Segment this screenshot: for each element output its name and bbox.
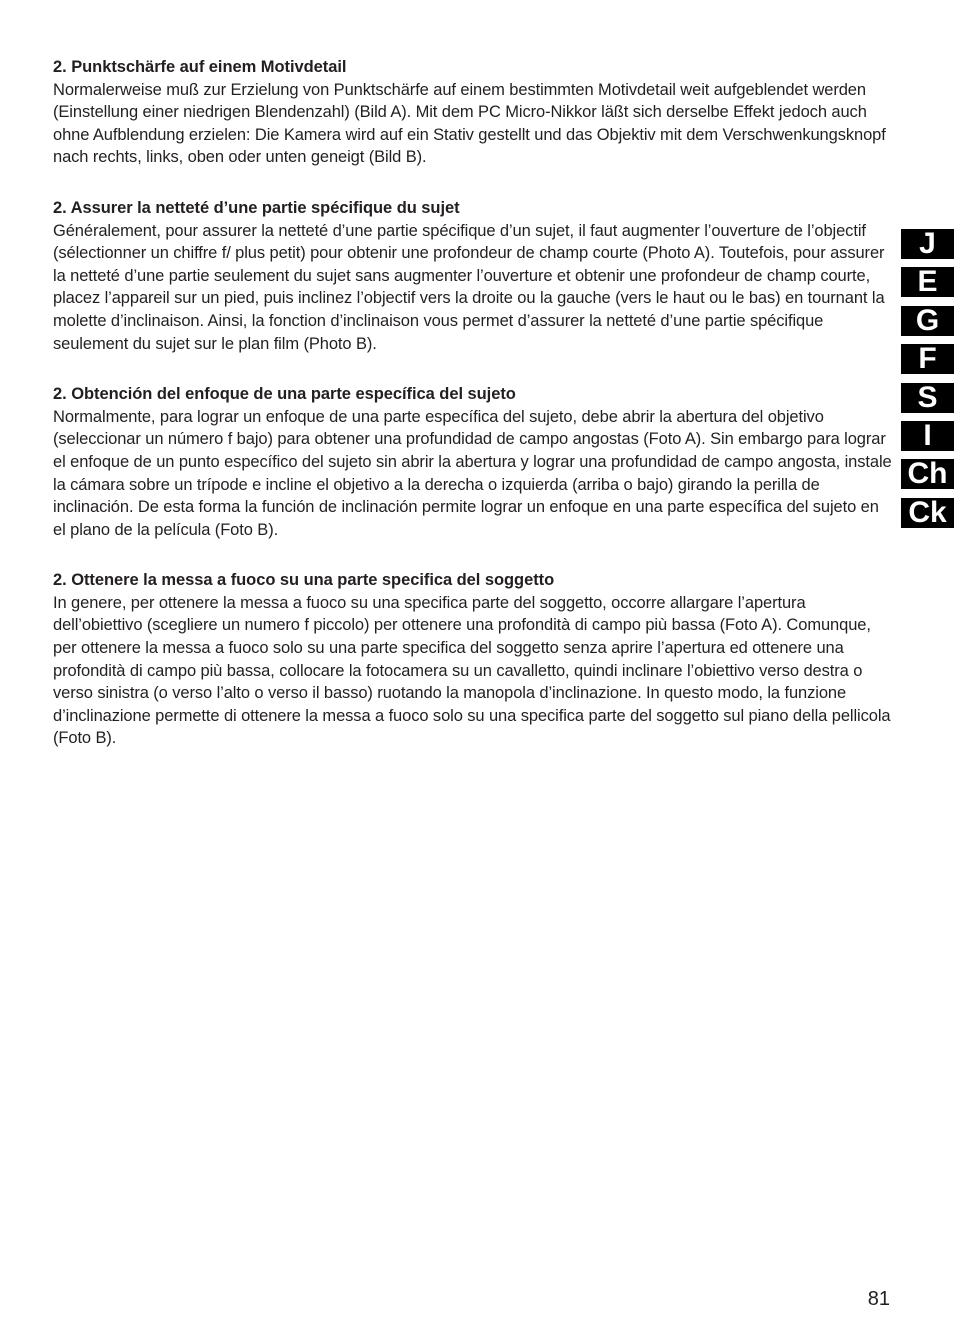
language-tab-f: F [901,344,954,374]
language-tab-j: J [901,229,954,259]
section-heading: 2. Obtención del enfoque de una parte específica del sujeto [53,385,516,404]
section-heading: 2. Ottenere la messa a fuoco su una parte specifica del soggetto [53,571,555,590]
page-number: 81 [867,1288,890,1310]
language-tab-ch: Ch [901,459,954,489]
language-tab-ck: Ck [901,498,954,528]
main-content [53,56,895,778]
section-italian [53,569,895,750]
section-heading: 2. Punktschärfe auf einem Motivdetail [53,58,347,76]
language-tab-i: I [901,421,954,451]
section-german [53,56,895,169]
section-body: In genere, per ottenere la messa a fuoco su una specifica parte del soggetto, occorre allargare l’apertura dell’obiettivo (scegliere un numero f piccolo) per ottenere una profondità di campo più bassa (Foto A). Comunque, per ottenere la messa a fuoco solo su una parte specifica del soggetto senza aprire l’apertura ed ottenere una profondità di campo più bassa, collocare la fotocamera su un cavalletto, quindi inclinare l’obiettivo verso destra o verso sinistra (o verso l’alto o verso il basso) ruotando la manopola d’inclinazione. In questo modo, la funzione d’inclinazione permette di ottenere la messa a fuoco solo su una specifica parte del soggetto sul piano della pellicola (Foto B). [53,593,891,748]
section-spanish [53,383,895,541]
section-body: Normalerweise muß zur Erzielung von Punktschärfe auf einem bestimmten Motivdetail weit aufgeblendet werden (Einstellung einer niedrigen Blendenzahl) (Bild A). Mit dem PC Micro-Nikkor läßt sich derselbe Effekt jedoch auch ohne Aufblendung erzielen: Die Kamera wird auf ein Stativ gestellt und das Objektiv mit dem Verschwenkungsknopf nach rechts, links, oben oder unten geneigt (Bild B). [53,80,886,167]
section-body: Normalmente, para lograr un enfoque de una parte específica del sujeto, debe abrir la abertura del objetivo (seleccionar un número f bajo) para obtener una profundidad de campo angostas (Foto A). Sin embargo para lograr el enfoque de un punto específico del sujeto sin abrir la abertura y lograr una profundidad de campo angosta, instale la cámara sobre un trípode e incline el objetivo a la derecha o izquierda (arriba o bajo) girando la perilla de inclinación. De esta forma la función de inclinación permite lograr un enfoque en una parte específica del sujeto en el plano de la película (Foto B). [53,407,892,539]
language-tab-e: E [901,267,954,297]
language-tab-s: S [901,383,954,413]
section-heading: 2. Assurer la netteté d’une partie spécifique du sujet [53,198,460,217]
language-tabs [901,229,954,536]
section-french [53,197,895,355]
section-body: Généralement, pour assurer la netteté d’une partie spécifique d’un sujet, il faut augmenter l’ouverture de l’objectif (sélectionner un chiffre f/ plus petit) pour obtenir une profondeur de champ courte (Photo A). Toutefois, pour assurer la netteté d’une partie seulement du sujet sans augmenter l’ouverture et obtenir une profondeur de champ courte, placez l’appareil sur un pied, puis inclinez l’objectif vers la droite ou la gauche (vers le haut ou le bas) en tournant la molette d’inclinaison. Ainsi, la fonction d’inclinaison vous permet d’assurer la netteté d’une partie spécifique seulement du sujet sur le plan film (Photo B). [53,221,885,353]
language-tab-g: G [901,306,954,336]
